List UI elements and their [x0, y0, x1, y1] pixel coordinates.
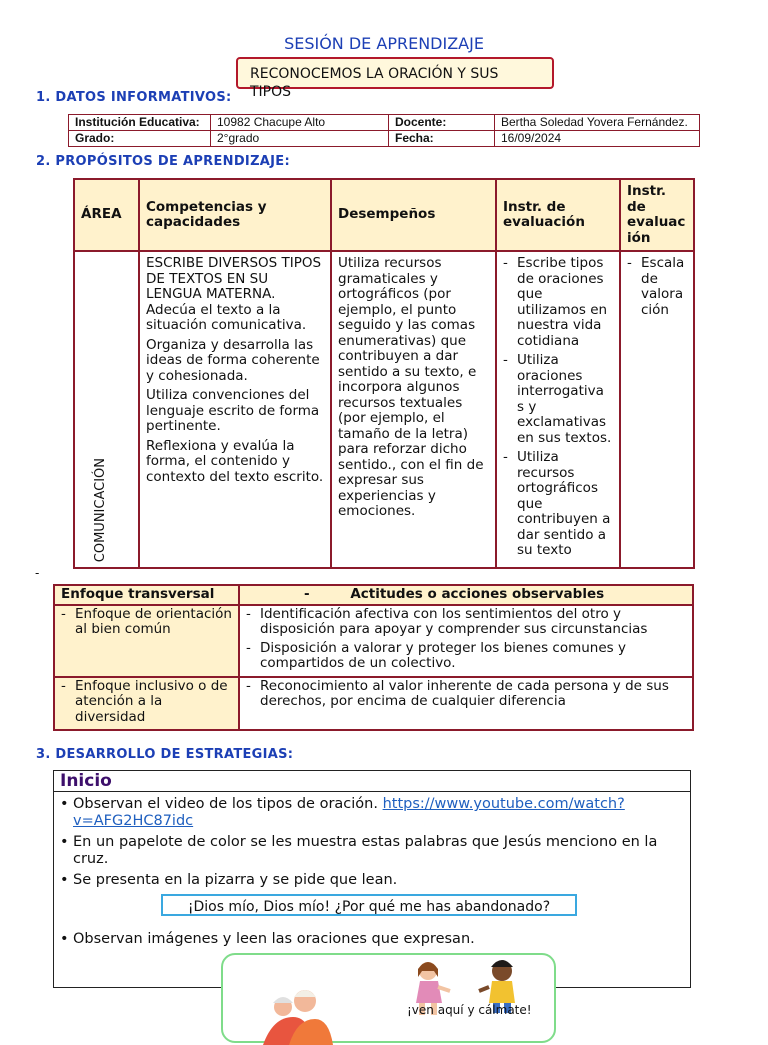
attitudes-header	[239, 585, 693, 605]
grandparents-figure	[263, 990, 333, 1045]
transversal-approaches-table	[53, 584, 694, 731]
table-row	[54, 605, 693, 677]
performance-cell	[331, 251, 496, 568]
capacities-list	[146, 303, 324, 486]
teacher-label: Docente:	[389, 115, 495, 131]
list-item	[60, 796, 684, 830]
performance-header: Desempeños	[331, 179, 496, 251]
table-row	[69, 131, 700, 147]
illustration-panel	[221, 953, 556, 1043]
table-row	[69, 115, 700, 131]
list-item: - Enfoque inclusivo o de atención a la diversidad	[61, 679, 232, 726]
section-3-heading: 3. DESARROLLO DE ESTRATEGIAS:	[36, 747, 294, 762]
competency-text: ESCRIBE DIVERSOS TIPOS DE TEXTOS EN SU LENGUA MATERNA.	[146, 255, 322, 302]
attitudes-header-dash: -	[304, 586, 310, 602]
session-subtitle-box	[236, 57, 554, 100]
institution-value: 10982 Chacupe Alto	[211, 115, 389, 131]
list-item: - Reconocimiento al valor inherente de cada persona y de sus derechos, por encima de cualquier diferencia	[246, 679, 686, 710]
list-item: • Se presenta en la pizarra y se pide que lean.	[60, 872, 684, 889]
table-row	[54, 677, 693, 731]
list-item: Utiliza convenciones del lenguaje escrito de forma pertinente.	[146, 387, 320, 434]
competencies-header: Competencias y capacidades	[139, 179, 331, 251]
area-header: ÁREA	[74, 179, 139, 251]
attitudes-cell	[239, 605, 693, 677]
session-subtitle: RECONOCEMOS LA ORACIÓN Y SUS TIPOS	[250, 66, 499, 100]
teacher-value: Bertha Soledad Yovera Fernández.	[495, 115, 700, 131]
list-item: - Escribe tipos de oraciones que utilizamos en nuestra vida cotidiana	[503, 256, 613, 349]
evaluation-instrument-header: Instr. de evaluación	[496, 179, 620, 251]
table-row	[74, 251, 694, 568]
section-2-heading: 2. PROPÓSITOS DE APRENDIZAJE:	[36, 154, 290, 169]
inicio-list	[54, 796, 690, 889]
section-1-heading: 1. DATOS INFORMATIVOS:	[36, 90, 232, 105]
list-item: - Escala de valora ción	[627, 256, 687, 318]
approach-list	[61, 607, 232, 638]
list-item: - Enfoque de orientación al bien común	[61, 607, 232, 638]
table-header-row	[74, 179, 694, 251]
informative-data-table	[68, 114, 700, 147]
approach-cell	[54, 605, 239, 677]
list-item: - Utiliza oraciones interrogativa s y exclamativas en sus textos.	[503, 353, 613, 446]
list-item: • En un papelote de color se les muestra estas palabras que Jesús menciono en la cruz.	[60, 834, 684, 868]
competencies-cell	[139, 251, 331, 568]
list-item: Reflexiona y evalúa la forma, el contenido y contexto del texto escrito.	[146, 437, 324, 485]
video-instruction: Observan el video de los tipos de oración.	[73, 796, 383, 812]
area-cell	[74, 251, 139, 568]
date-label: Fecha:	[389, 131, 495, 147]
list-item: Adecúa el texto a la situación comunicativa.	[146, 301, 307, 333]
attitudes-list	[246, 679, 686, 710]
performance-text: Utiliza recursos gramaticales y ortográficos (por ejemplo, el punto seguido y las comas enumerativas) que contribuyen a dar sentido a su texto, e incorpora algunos recursos textuales (por ejemplo, el tamaño de la letra) para reforzar dicho sentido., con el fin de expresar sus experiencias y emociones.	[338, 255, 484, 519]
grade-value: 2°grado	[211, 131, 389, 147]
list-item: - Disposición a valorar y proteger los bienes comunes y compartidos de un colectivo.	[246, 641, 686, 672]
evaluation-instrument-cell	[496, 251, 620, 568]
date-value: 16/09/2024	[495, 131, 700, 147]
video-link[interactable]: https://www.youtube.com/watch?v=AFG2HC87idc	[73, 796, 625, 829]
attitudes-header-text: Actitudes o acciones observables	[350, 586, 605, 602]
page-title: SESIÓN DE APRENDIZAJE	[284, 34, 484, 53]
approach-list	[61, 679, 232, 726]
list-item: - Identificación afectiva con los sentimientos del otro y disposición para apoyar y comprender sus circunstancias	[246, 607, 686, 638]
list-item: Organiza y desarrolla las ideas de forma coherente y cohesionada.	[146, 336, 320, 384]
illustration-image	[223, 955, 558, 1045]
list-item: • Observan imágenes y leen las oraciones que expresan.	[60, 931, 475, 948]
table-header-row	[54, 585, 693, 605]
quote-box: ¡Dios mío, Dios mío! ¿Por qué me has abandonado?	[161, 894, 577, 916]
grade-label: Grado:	[69, 131, 211, 147]
evaluation-list-2	[627, 256, 687, 318]
learning-purposes-table	[73, 178, 695, 569]
attitudes-list	[246, 607, 686, 672]
inicio-title: Inicio	[54, 771, 690, 792]
image-caption: ¡ven aquí y cálmate!	[407, 1003, 532, 1017]
institution-label: Institución Educativa:	[69, 115, 211, 131]
approach-header: Enfoque transversal	[54, 585, 239, 605]
evaluation-instrument-cell-2	[620, 251, 694, 568]
list-item: - Utiliza recursos ortográficos que contribuyen a dar sentido a su texto	[503, 450, 613, 559]
area-vertical-label: COMUNICACIÓN	[93, 458, 108, 563]
approach-cell	[54, 677, 239, 731]
attitudes-cell	[239, 677, 693, 731]
stray-dash: -	[35, 566, 40, 580]
evaluation-list	[503, 256, 613, 559]
evaluation-instrument-header-2: Instr. de evaluac ión	[620, 179, 694, 251]
inicio-list-2	[54, 927, 481, 952]
